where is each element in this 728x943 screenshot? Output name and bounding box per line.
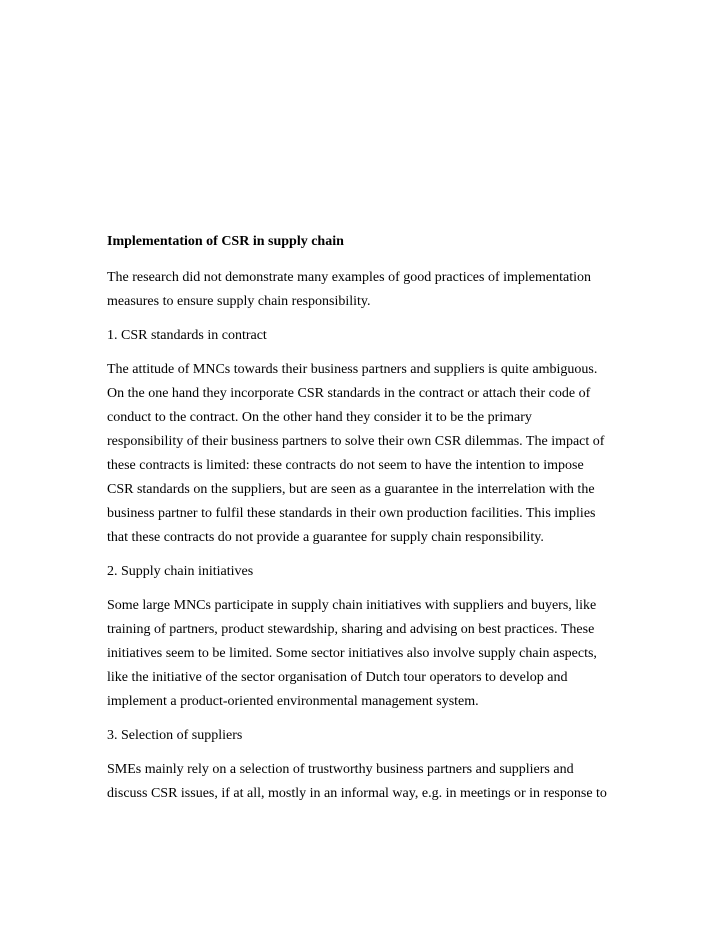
paragraph-supply-chain-initiatives xyxy=(107,594,627,714)
subheading-selection-of-suppliers xyxy=(107,724,627,748)
paragraph-csr-standards xyxy=(107,358,627,550)
text-line: initiatives seem to be limited. Some sector initiatives also involve supply chain aspects, xyxy=(107,646,597,661)
text-line: 2. Supply chain initiatives xyxy=(107,564,254,579)
text-line: responsibility of their business partners to solve their own CSR dilemmas. The impact of xyxy=(107,434,605,449)
paragraph-intro xyxy=(107,266,627,314)
text-line: business partner to fulfil these standards in their own production facilities. This implies xyxy=(107,506,596,521)
text-line: 1. CSR standards in contract xyxy=(107,328,267,343)
text-line: 3. Selection of suppliers xyxy=(107,728,243,743)
paragraph-selection-of-suppliers xyxy=(107,758,627,806)
text-line: CSR standards on the suppliers, but are seen as a guarantee in the interrelation with the xyxy=(107,482,595,497)
text-line: that these contracts do not provide a guarantee for supply chain responsibility. xyxy=(107,530,544,545)
text-line: training of partners, product stewardship, sharing and advising on best practices. These xyxy=(107,622,595,637)
text-line: Some large MNCs participate in supply chain initiatives with suppliers and buyers, like xyxy=(107,598,597,613)
text-line: The research did not demonstrate many examples of good practices of implementation xyxy=(107,270,592,285)
document-body xyxy=(107,230,627,816)
text-line: measures to ensure supply chain responsibility. xyxy=(107,294,371,309)
text-line: On the one hand they incorporate CSR standards in the contract or attach their code of xyxy=(107,386,591,401)
text-line: implement a product-oriented environmental management system. xyxy=(107,694,479,709)
text-line: like the initiative of the sector organisation of Dutch tour operators to develop and xyxy=(107,670,568,685)
text-line: The attitude of MNCs towards their business partners and suppliers is quite ambiguous. xyxy=(107,362,598,377)
section-heading: Implementation of CSR in supply chain xyxy=(107,234,344,249)
text-line: SMEs mainly rely on a selection of trustworthy business partners and suppliers and xyxy=(107,762,574,777)
subheading-csr-standards xyxy=(107,324,627,348)
text-line: conduct to the contract. On the other hand they consider it to be the primary xyxy=(107,410,532,425)
text-line: discuss CSR issues, if at all, mostly in an informal way, e.g. in meetings or in response to xyxy=(107,786,607,801)
subheading-supply-chain-initiatives xyxy=(107,560,627,584)
text-line: these contracts is limited: these contracts do not seem to have the intention to impose xyxy=(107,458,584,473)
